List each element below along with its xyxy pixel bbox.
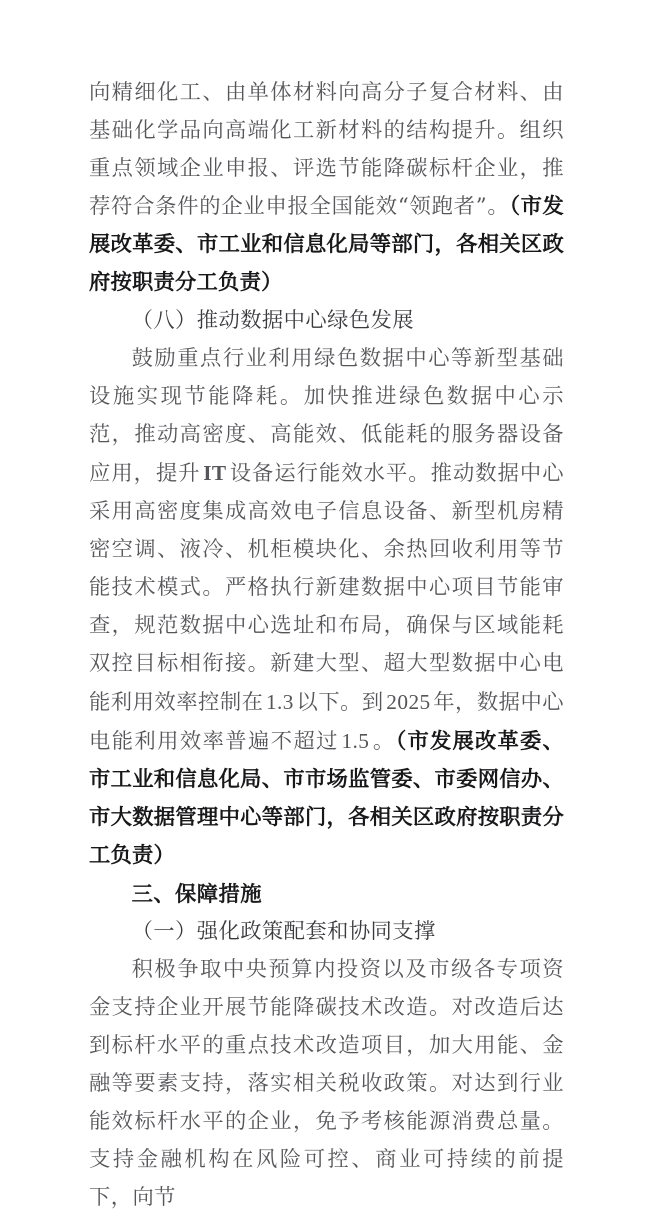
- paragraph-data-center-text-5: 。: [371, 729, 396, 754]
- inline-term-it: IT: [203, 461, 227, 485]
- inline-value-year-2025: 2025: [386, 690, 431, 714]
- paragraph-data-center-text-1: 鼓励重点行业利用绿色数据中心等新型基础设施实现节能降耗。加快推进绿色数据中心示范，推动高密度、高能效、低能耗的服务器设备应用，提升: [89, 346, 564, 486]
- heading-safeguard-measures: [89, 875, 564, 913]
- paragraph-policy-support: [89, 951, 564, 1217]
- paragraph-policy-support-text: 积极争取中央预算内投资以及市级各专项资金支持企业开展节能降碳技术改造。对改造后达到标杆水平的重点技术改造项目，加大用能、金融等要素支持，落实相关税收政策。对达到行业能效标杆水平的企业，免予考核能源消费总量。支持金融机构在风险可控、商业可持续的前提下，向节: [89, 957, 564, 1210]
- paragraph-chemical-upgrade-text: 向精细化工、由单体材料向高分子复合材料、由基础化学品向高端化工新材料的结构提升。组织重点领域企业申报、评选节能降碳标杆企业，推荐符合条件的企业申报全国能效“领跑者”。: [89, 80, 564, 219]
- paragraph-data-center-text-2: 设备运行能效水平。推动数据中心采用高密度集成高效电子信息设备、新型机房精密空调、液冷、机柜模块化、余热回收利用等节能技术模式。严格执行新建数据中心项目节能审查，规范数据中心选址和布局，确保与区域能耗双控目标相衔接。新建大型、超大型数据中心电能利用效率控制在: [89, 461, 564, 715]
- inline-value-pue-general: 1.5: [341, 729, 370, 753]
- heading-safeguard-measures-label: 三、保障措施: [131, 882, 262, 906]
- subheading-data-center-label: （八）推动数据中心绿色发展: [131, 308, 414, 333]
- subheading-policy-support: [89, 913, 564, 951]
- responsible-departments-chemical: （市发展改革委、市工业和信息化局等部门，各相关区政府按职责分工负责）: [89, 194, 564, 295]
- responsible-departments-data-center: （市发展改革委、市工业和信息化局、市市场监管委、市委网信办、市大数据管理中心等部门，各相关区政府按职责分工负责）: [89, 729, 564, 868]
- document-text-column: [89, 74, 564, 1217]
- paragraph-data-center-text-4: 年，数据中心电能利用效率普遍不超过: [89, 690, 564, 754]
- subheading-data-center-green-development: [89, 302, 564, 340]
- paragraph-chemical-upgrade: [89, 74, 564, 302]
- inline-value-pue-large: 1.3: [265, 690, 294, 714]
- paragraph-data-center-text-3: 以下。到: [296, 690, 384, 715]
- paragraph-data-center: [89, 340, 564, 875]
- subheading-policy-support-label: （一）强化政策配套和协同支撑: [131, 919, 436, 944]
